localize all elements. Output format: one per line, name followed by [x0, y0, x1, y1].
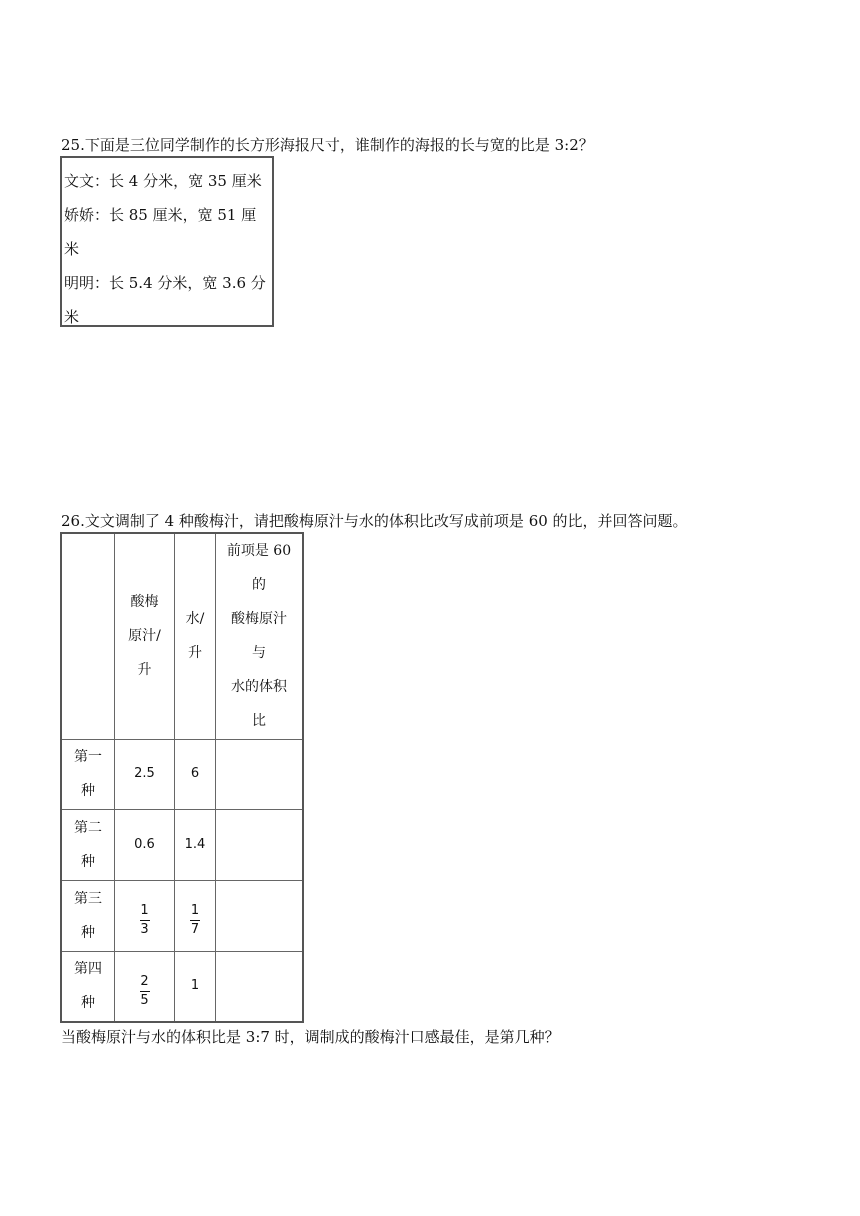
- answer-cell[interactable]: [216, 809, 304, 880]
- mingming-size-cont: 米: [64, 308, 80, 326]
- wenwen-size: 文文：长 4 分米，宽 35 厘米: [64, 172, 262, 190]
- water-value: 1: [175, 951, 216, 1022]
- question-26-title: 26.文文调制了 4 种酸梅汁，请把酸梅原汁与水的体积比改写成前项是 60 的比，并回答问题。: [61, 512, 688, 530]
- fraction: $\frac{1}{7}$: [190, 903, 200, 937]
- table-row: [61, 880, 303, 951]
- table-row: [61, 739, 303, 809]
- question-25-title: 25.下面是三位同学制作的长方形海报尺寸，谁制作的海报的长与宽的比是 3:2？: [61, 136, 594, 154]
- question-26-followup: 当酸梅原汁与水的体积比是 3:7 时，调制成的酸梅汁口感最佳，是第几种？: [61, 1028, 560, 1046]
- juice-value: 0.6: [115, 809, 175, 880]
- header-empty-cell: [61, 533, 115, 739]
- table-row: [61, 951, 303, 1022]
- jiaojiao-size: 娇娇：长 85 厘米，宽 51 厘: [64, 206, 257, 224]
- water-value: 6: [175, 739, 216, 809]
- water-value: [175, 880, 216, 951]
- row-label: 第三 种: [61, 880, 115, 951]
- water-value: 1.4: [175, 809, 216, 880]
- table-row: [61, 809, 303, 880]
- header-juice: 酸梅 原汁/ 升: [115, 533, 175, 739]
- header-water: 水/ 升: [175, 533, 216, 739]
- juice-value: 2.5: [115, 739, 175, 809]
- mingming-size: 明明：长 5.4 分米，宽 3.6 分: [64, 274, 266, 292]
- juice-value: [115, 951, 175, 1022]
- fraction: $\frac{2}{5}$: [140, 973, 149, 1008]
- row-label: 第二 种: [61, 809, 115, 880]
- answer-cell[interactable]: [216, 951, 304, 1022]
- answer-cell[interactable]: [216, 880, 304, 951]
- poster-sizes-box: [60, 156, 274, 327]
- fraction: $\frac{1}{3}$: [140, 903, 149, 937]
- juice-table: [60, 532, 304, 1023]
- juice-value: [115, 880, 175, 951]
- row-label: 第一 种: [61, 739, 115, 809]
- answer-cell[interactable]: [216, 739, 304, 809]
- header-ratio: 前项是 60 的 酸梅原汁 与 水的体积 比: [216, 533, 304, 739]
- jiaojiao-size-cont: 米: [64, 240, 80, 258]
- row-label: 第四 种: [61, 951, 115, 1022]
